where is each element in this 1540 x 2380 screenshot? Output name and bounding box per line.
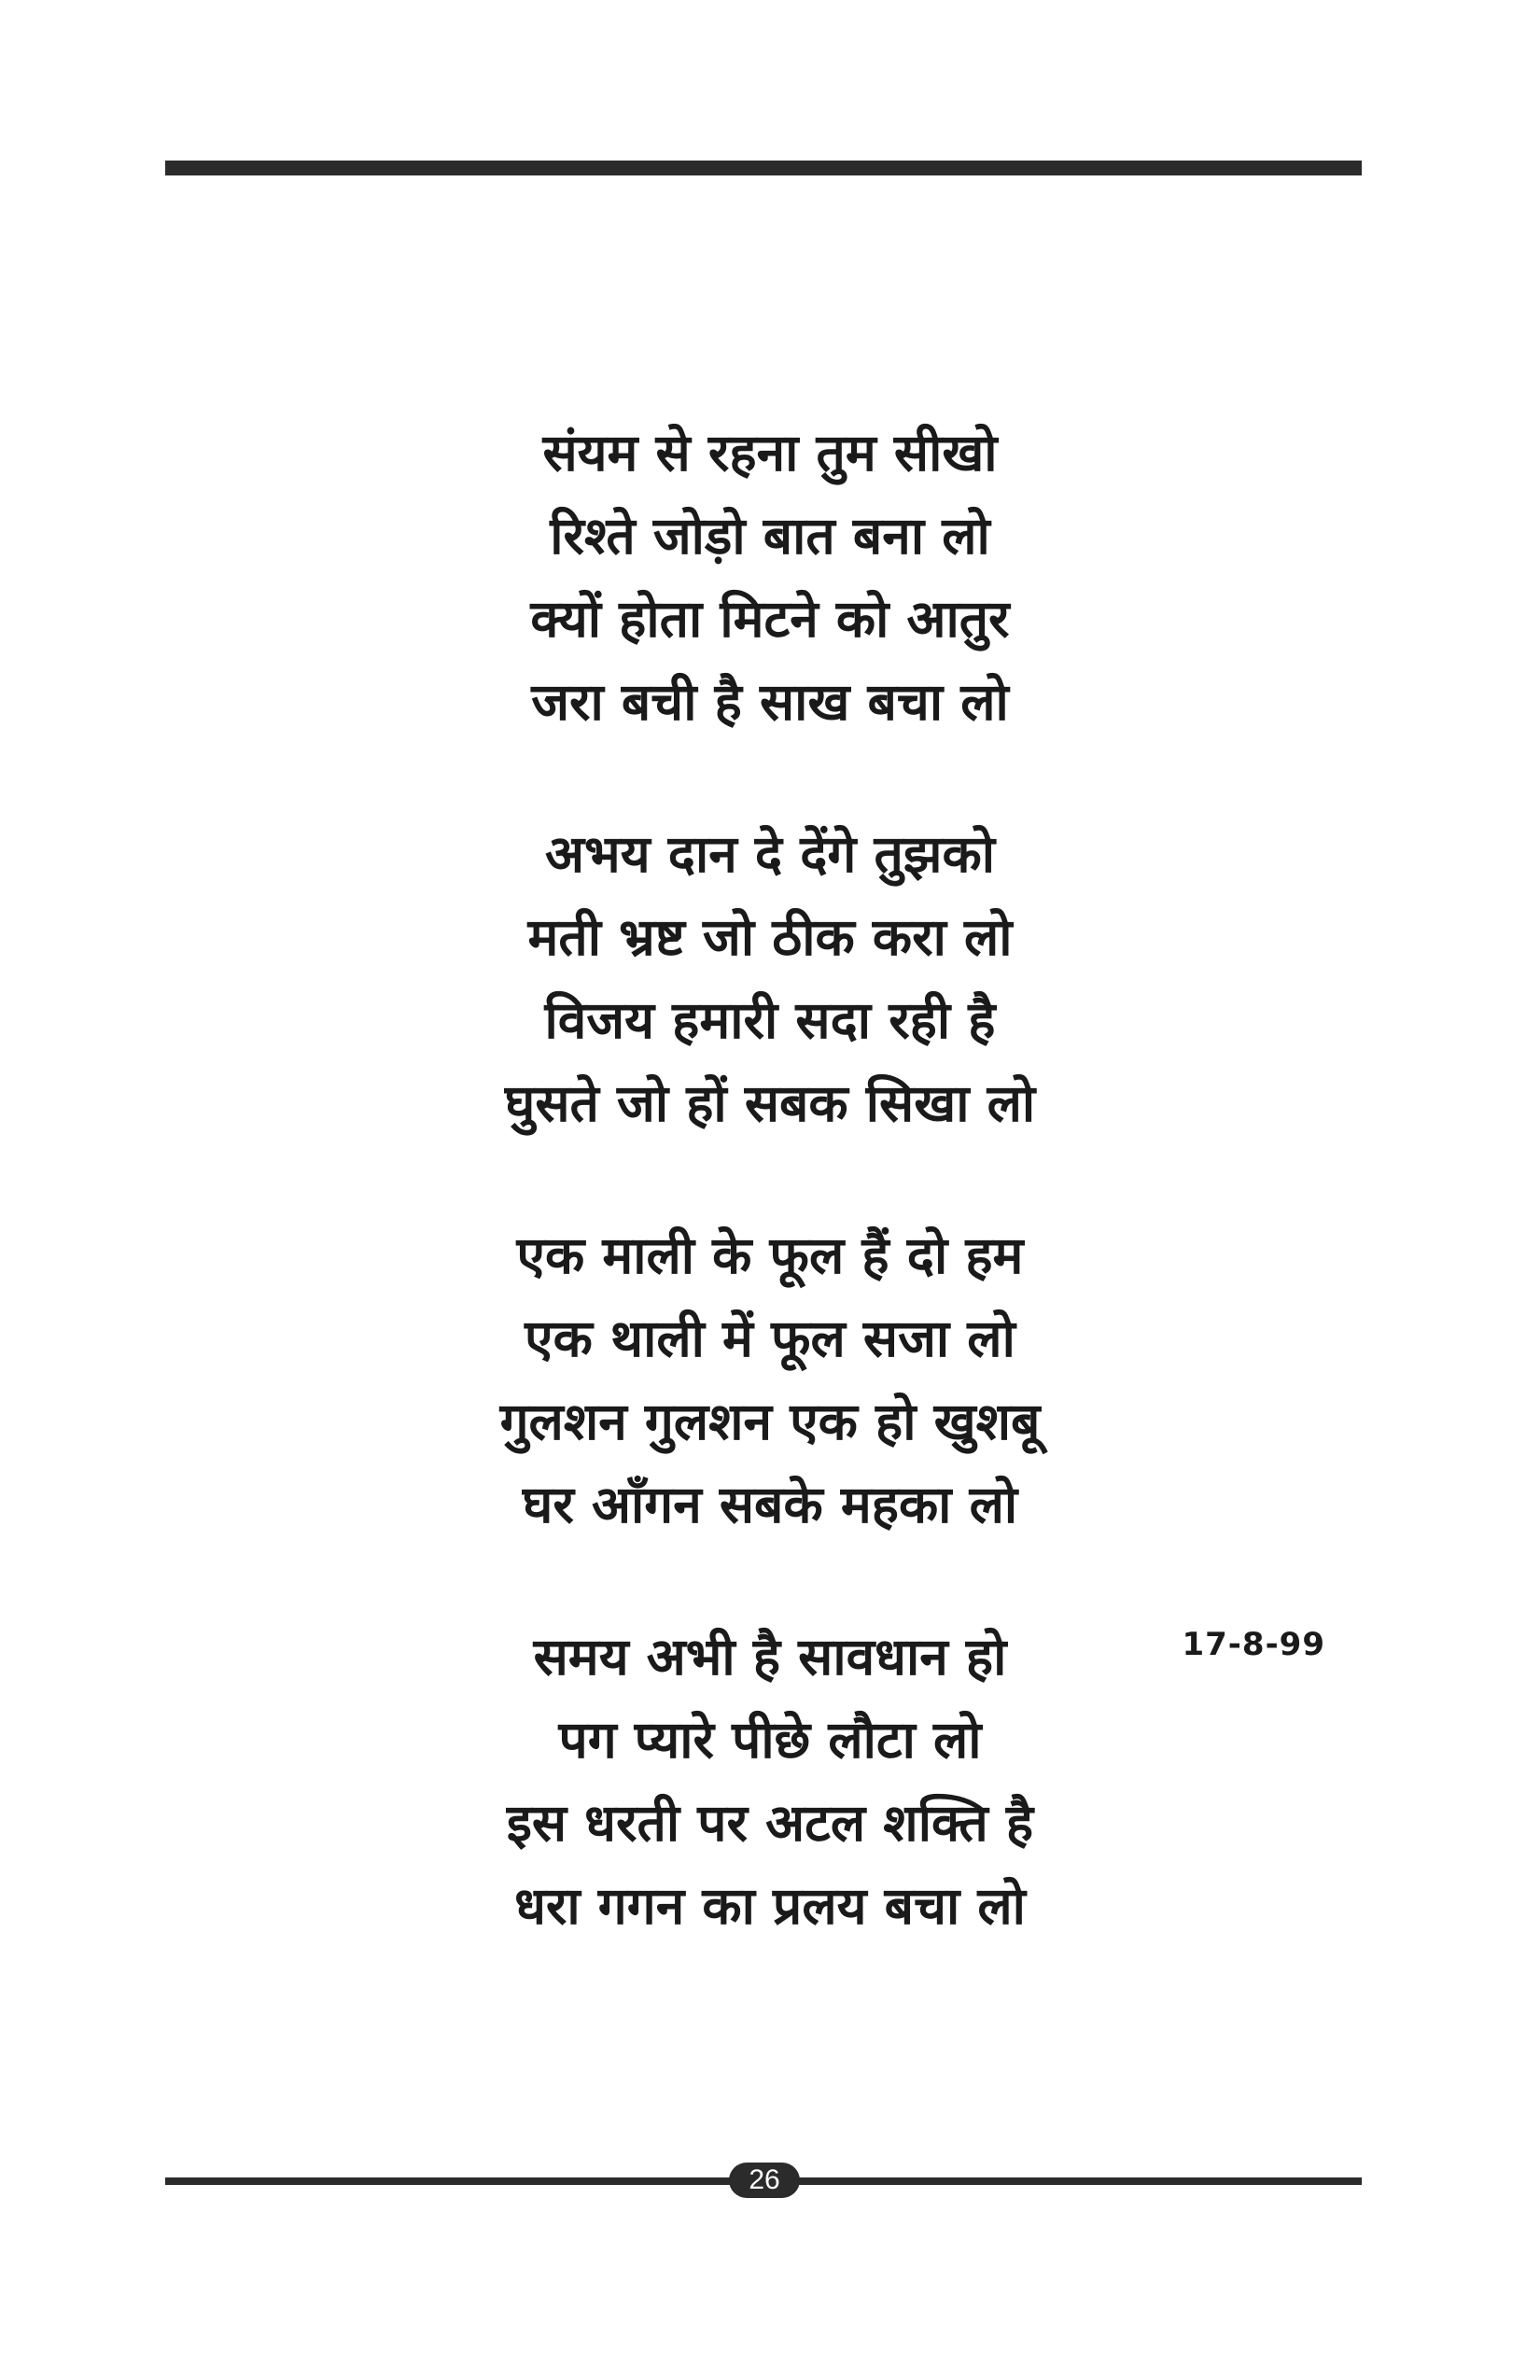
poem-line: एक थाली में फूल सजा लो: [525, 1308, 1015, 1368]
poem: [0, 411, 1540, 2016]
poem-line: गुलशन गुलशन एक हो खुशबू: [499, 1391, 1041, 1451]
stanza-1: [0, 411, 1540, 743]
poem-date: 17-8-99: [1182, 1626, 1325, 1663]
poem-line: मती भ्रष्ट जो ठीक करा लो: [527, 906, 1013, 967]
poem-line: घर आँगन सबके महका लो: [522, 1474, 1018, 1534]
top-rule: [165, 161, 1362, 175]
stanza-4: [0, 1615, 1540, 1947]
poem-line: रिश्ते जोड़ो बात बना लो: [550, 505, 990, 566]
poem-line: विजय हमारी सदा रही है: [544, 989, 996, 1050]
poem-line: समय अभी है सावधान हो: [533, 1626, 1007, 1687]
poem-line: जरा बची है साख बचा लो: [531, 671, 1009, 732]
poem-line: इस धरती पर अटल शक्ति है: [506, 1792, 1034, 1853]
page-number: 26: [729, 2163, 800, 2198]
poem-line: अभय दान दे देंगे तुझको: [545, 823, 995, 884]
poem-line: धरा गगन का प्रलय बचा लो: [514, 1875, 1026, 1936]
stanza-3: [0, 1213, 1540, 1546]
poem-line: संयम से रहना तुम सीखो: [542, 422, 998, 483]
poem-line: एक माली के फूल हैं दो हम: [516, 1225, 1024, 1285]
poem-line: घुसते जो हों सबक सिखा लो: [504, 1072, 1036, 1133]
poem-line: पग प्यारे पीछे लौटा लो: [558, 1709, 982, 1770]
stanza-2: [0, 812, 1540, 1144]
poem-line: क्यों होता मिटने को आतुर: [530, 588, 1010, 649]
